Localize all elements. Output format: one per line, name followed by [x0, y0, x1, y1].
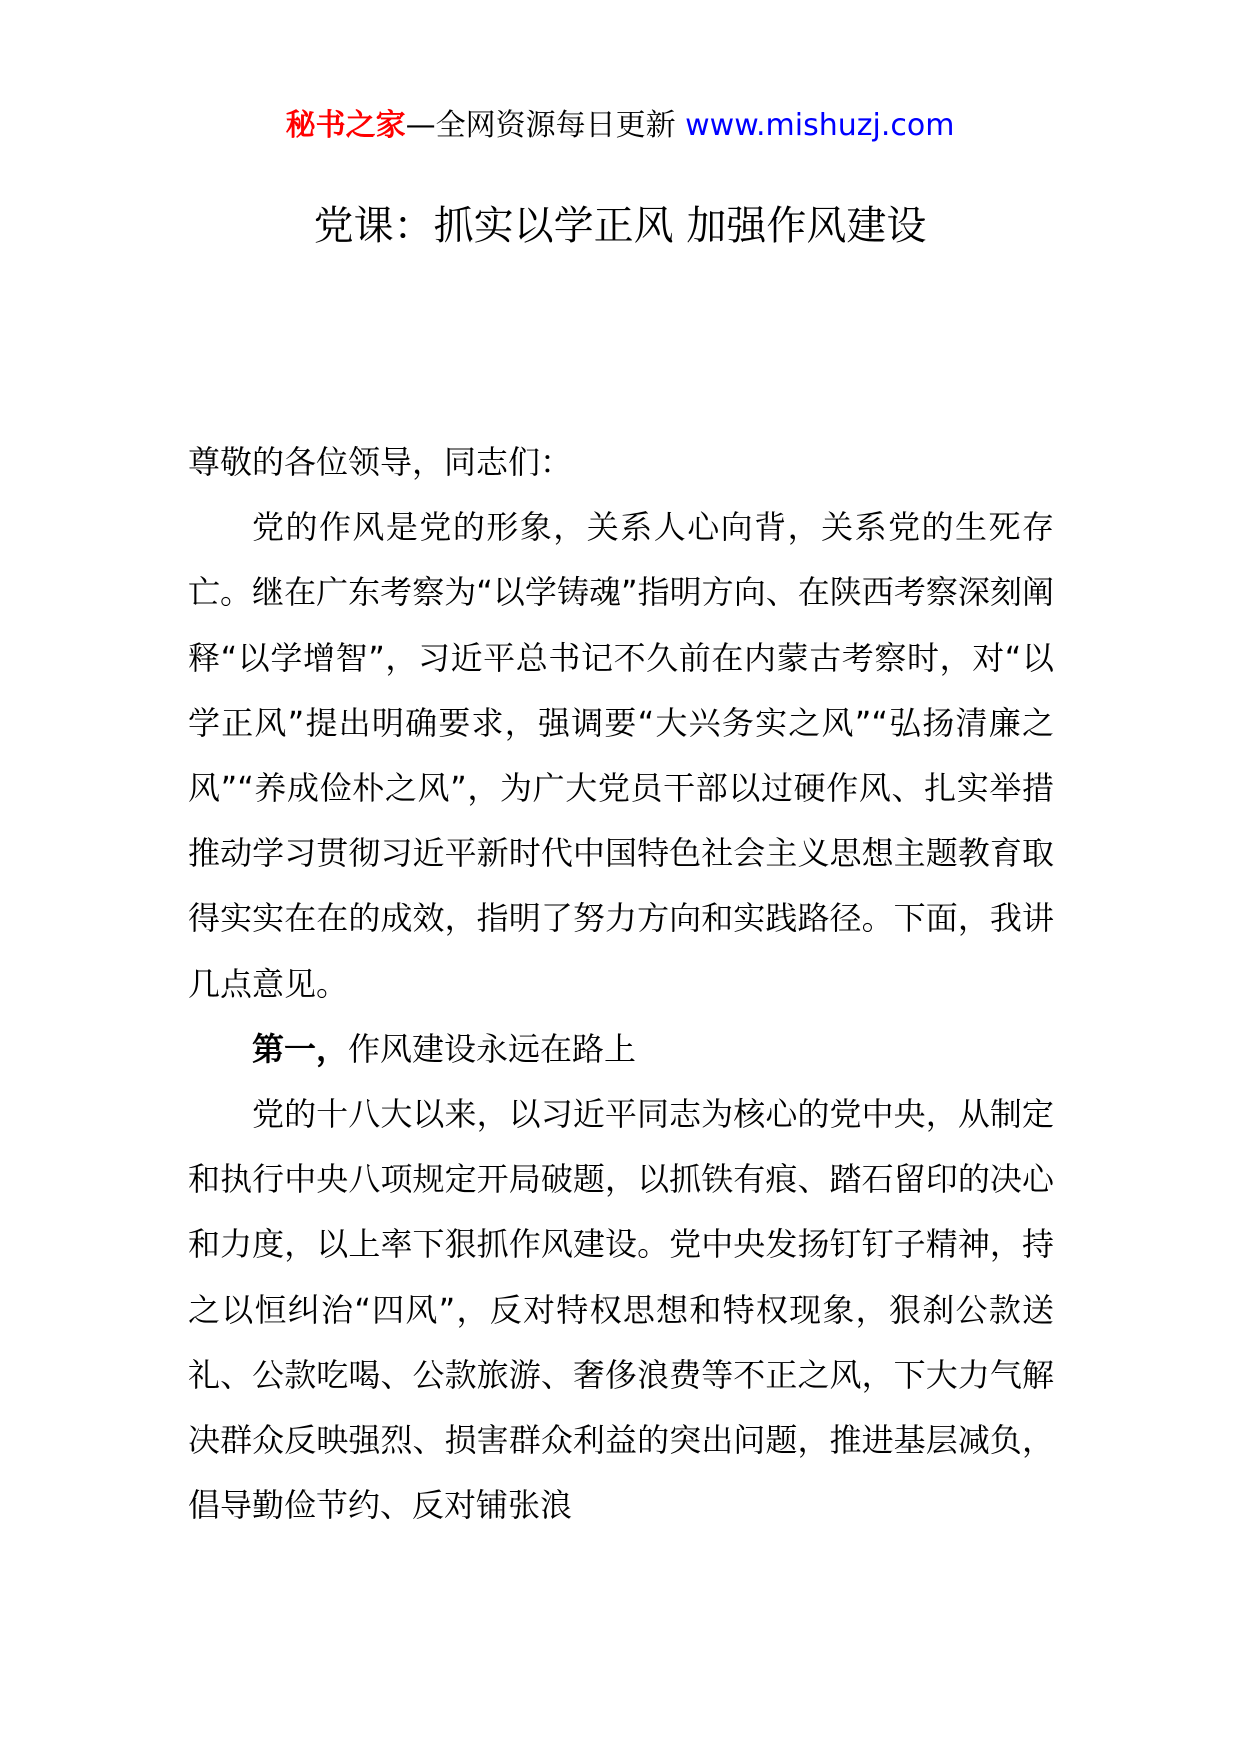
salutation: 尊敬的各位领导，同志们：: [188, 443, 573, 481]
intro-paragraph: 党的作风是党的形象，关系人心向背，关系党的生死存亡。继在广东考察为“以学铸魂”指明方向、在陕西考察深刻阐释“以学增智”，习近平总书记不久前在内蒙古考察时，对“以学正风”提出明确要求，强调要“大兴务实之风”“弘扬清廉之风”“养成俭朴之风”，为广大党员干部以过硬作风、扎实举措推动学习贯彻习近平新时代中国特色社会主义思想主题教育取得实实在在的成效，指明了努力方向和实践路径。下面，我讲几点意见。: [188, 508, 1054, 1003]
section-paragraph: 党的十八大以来，以习近平同志为核心的党中央，从制定和执行中央八项规定开局破题，以抓铁有痕、踏石留印的决心和力度，以上率下狠抓作风建设。党中央发扬钉钉子精神，持之以恒纠治“四风”，反对特权思想和特权现象，狠刹公款送礼、公款吃喝、公款旅游、奢侈浪费等不正之风，下大力气解决群众反映强烈、损害群众利益的突出问题，推进基层减负，倡导勤俭节约、反对铺张浪: [188, 1095, 1054, 1525]
section-heading-label: 第一，: [252, 1029, 349, 1068]
header-tagline: —全网资源每日更新: [405, 108, 676, 143]
section-heading-text: 作风建设永远在路上: [348, 1029, 637, 1068]
document-title: 党课：抓实以学正风 加强作风建设: [313, 203, 927, 249]
document-body: [188, 430, 1054, 1538]
site-url-link[interactable]: www.mishuzj.com: [685, 108, 955, 143]
brand-name: 秘书之家: [285, 108, 406, 143]
section-heading: [188, 1017, 1054, 1082]
site-header: [0, 104, 1240, 148]
